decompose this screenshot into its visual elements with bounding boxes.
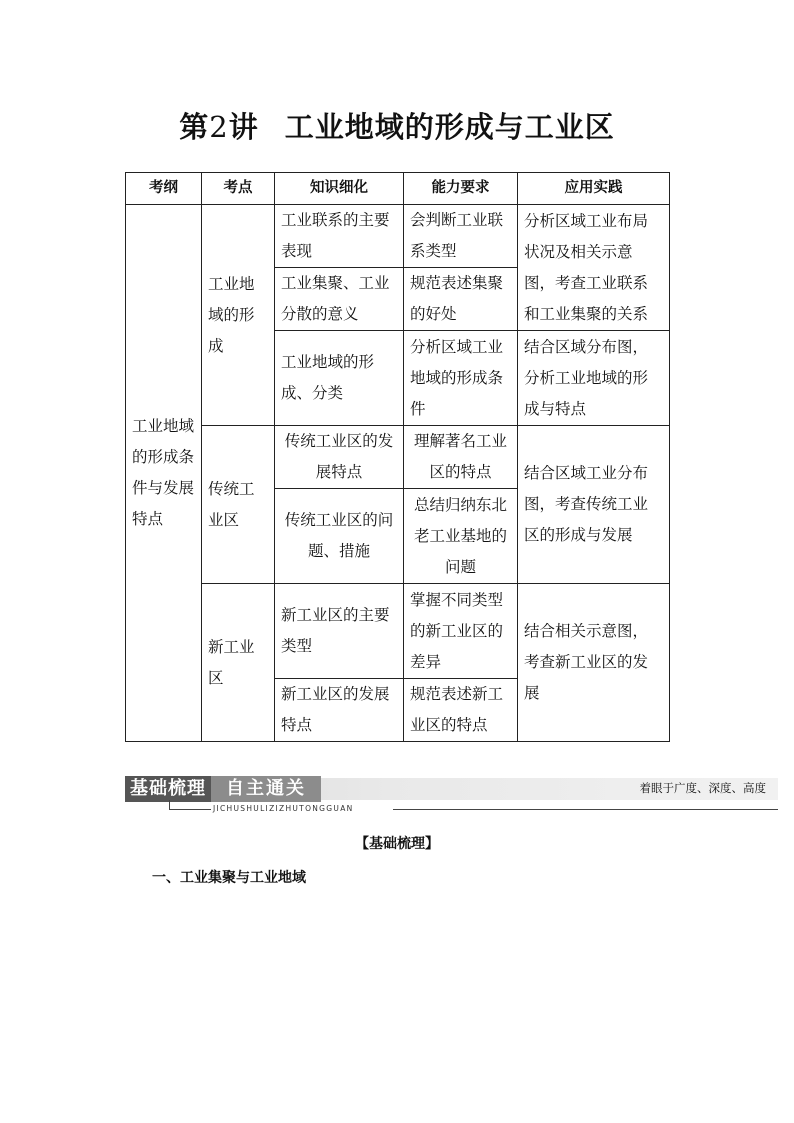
ability-cell: 总结归纳东北老工业基地的问题 [404, 489, 518, 584]
banner-divider [169, 809, 211, 810]
knowledge-cell: 传统工业区的问题、措施 [275, 489, 404, 584]
banner-slogan: 着眼于广度、深度、高度 [639, 781, 766, 795]
ability-cell: 会判断工业联系类型 [404, 205, 518, 268]
title-prefix: 第 [179, 110, 210, 144]
ability-cell: 分析区域工业地域的形成条件 [404, 331, 518, 426]
title-number: 2 [209, 110, 229, 144]
practice-cell: 分析区域工业布局状况及相关示意图，考查工业联系和工业集聚的关系 [518, 205, 670, 331]
ability-cell: 理解著名工业区的特点 [404, 426, 518, 489]
ability-cell: 规范表述新工业区的特点 [404, 679, 518, 742]
knowledge-cell: 新工业区的主要类型 [275, 584, 404, 679]
point-cell: 传统工业区 [202, 426, 275, 584]
table-row [126, 426, 670, 489]
title-topic: 工业地域的形成与工业区 [284, 110, 615, 144]
practice-cell: 结合区域工业分布图，考查传统工业区的形成与发展 [518, 426, 670, 584]
knowledge-cell: 工业地域的形成、分类 [275, 331, 404, 426]
knowledge-cell: 传统工业区的发展特点 [275, 426, 404, 489]
subheading: 【基础梳理】 [355, 836, 439, 852]
section-banner [125, 776, 778, 816]
banner-pinyin: JICHUSHULIZIZHUTONGGUAN [213, 804, 354, 813]
point-cell: 工业地域的形成 [202, 205, 275, 426]
practice-cell: 结合区域分布图，分析工业地域的形成与特点 [518, 331, 670, 426]
page-title [0, 105, 794, 146]
header-ability: 能力要求 [404, 173, 518, 205]
title-lesson: 讲 [228, 110, 259, 144]
table-row [126, 584, 670, 679]
banner-label-basics: 基础梳理 [125, 776, 211, 802]
banner-divider [169, 800, 170, 809]
header-practice: 应用实践 [518, 173, 670, 205]
header-point: 考点 [202, 173, 275, 205]
table-row [126, 205, 670, 268]
header-knowledge: 知识细化 [275, 173, 404, 205]
practice-cell: 结合相关示意图，考查新工业区的发展 [518, 584, 670, 742]
syllabus-table [125, 172, 670, 742]
point-cell: 新工业区 [202, 584, 275, 742]
header-outline: 考纲 [126, 173, 202, 205]
ability-cell: 掌握不同类型的新工业区的差异 [404, 584, 518, 679]
banner-divider [393, 809, 778, 810]
knowledge-cell: 工业集聚、工业分散的意义 [275, 268, 404, 331]
banner-label-self: 自主通关 [211, 776, 321, 802]
knowledge-cell: 新工业区的发展特点 [275, 679, 404, 742]
section-title: 一、工业集聚与工业地域 [152, 870, 306, 886]
outline-cell: 工业地域的形成条件与发展特点 [126, 205, 202, 742]
ability-cell: 规范表述集聚的好处 [404, 268, 518, 331]
table-header-row [126, 173, 670, 205]
knowledge-cell: 工业联系的主要表现 [275, 205, 404, 268]
